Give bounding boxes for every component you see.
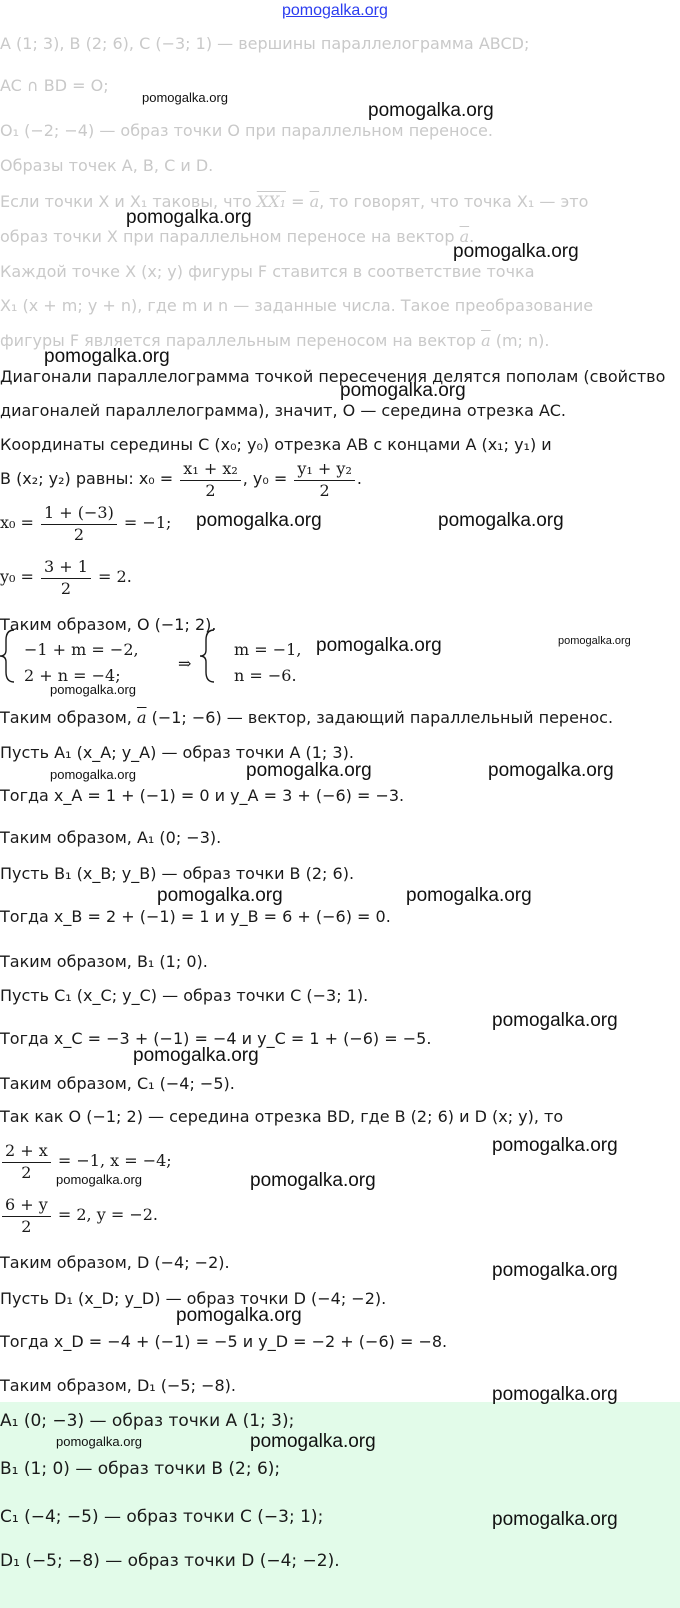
solution-line: Таким образом, O (−1; 2). [0, 615, 217, 634]
formula-text: , y₀ = [242, 469, 293, 488]
solution-line: Тогда x_B = 2 + (−1) = 1 и y_B = 6 + (−6) = 0. [0, 907, 391, 926]
solution-line: Пусть C₁ (x_C; y_C) — образ точки C (−3; 1). [0, 986, 369, 1005]
fraction: $\frac{1 + (-3)}{2}$ [41, 502, 117, 545]
answer-line: C₁ (−4; −5) — образ точки C (−3; 1); [0, 1507, 324, 1527]
condition-text: , то говорят, что точка X₁ — это [319, 192, 589, 211]
system-left-2: 2 + n = −4; [24, 666, 121, 685]
solution-line: Таким образом, C₁ (−4; −5). [0, 1074, 235, 1093]
watermark: pomogalka.org [246, 760, 372, 781]
solution-line: Таким образом, $\overline{a}$ (−1; −6) — вектор, задающий параллельный перенос. [0, 708, 614, 727]
x0-calc: x₀ = $\frac{1 + (-3)}{2}$ = −1; [0, 503, 172, 544]
watermark: pomogalka.org [488, 760, 614, 781]
fraction: $\frac{\text{x₁ + x₂}}{2}$ [180, 458, 240, 501]
solution-line: Тогда x_C = −3 + (−1) = −4 и y_C = 1 + (−6) = −5. [0, 1029, 432, 1048]
condition-text: фигуры F является параллельным переносом на вектор [0, 331, 482, 350]
watermark: pomogalka.org [492, 1509, 618, 1530]
midpoint-formula: B (x₂; y₂) равны: x₀ = $\frac{\text{x₁ + x₂}}{2}$ , y₀ = $\frac{\text{y₁ + y₂}}{2}$ . [0, 459, 362, 500]
vector-a: $\overline{a}$ [459, 227, 470, 246]
system-right-1: m = −1, [234, 640, 302, 659]
solution-line: Таким образом, D (−4; −2). [0, 1253, 230, 1272]
answer-line: A₁ (0; −3) — образ точки A (1; 3); [0, 1411, 295, 1431]
condition-line: образ точки X при параллельном переносе на вектор $\overline{a}$. [0, 227, 475, 246]
answer-line: D₁ (−5; −8) — образ точки D (−4; −2). [0, 1551, 340, 1571]
condition-line: X₁ (x + m; y + n), где m и n — заданные числа. Такое преобразование [0, 296, 594, 315]
fraction: $\frac{2 + x}{2}$ [2, 1140, 51, 1183]
condition-line: O₁ (−2; −4) — образ точки O при параллельном переносе. [0, 121, 493, 140]
watermark: pomogalka.org [406, 885, 532, 906]
watermark: pomogalka.org [492, 1010, 618, 1031]
solution-line: Координаты середины C (x₀; y₀) отрезка AB с концами A (x₁; y₁) и [0, 435, 552, 454]
watermark: pomogalka.org [44, 346, 170, 367]
condition-text: (m; n). [490, 331, 550, 350]
watermark: pomogalka.org [176, 1305, 302, 1326]
watermark: pomogalka.org [316, 635, 442, 656]
solution-line: Таким образом, B₁ (1; 0). [0, 952, 208, 971]
watermark: pomogalka.org [196, 510, 322, 531]
system-left-1: −1 + m = −2, [24, 640, 139, 659]
watermark: pomogalka.org [56, 1434, 142, 1449]
fraction: $\frac{\text{y₁ + y₂}}{2}$ [294, 458, 354, 501]
watermark: pomogalka.org [126, 207, 252, 228]
condition-line: A (1; 3), B (2; 6), C (−3; 1) — вершины параллелограмма ABCD; [0, 34, 530, 53]
implies-arrow: ⇒ [178, 654, 192, 673]
watermark: pomogalka.org [492, 1384, 618, 1405]
watermark: pomogalka.org [56, 1172, 142, 1187]
solution-line: Тогда x_D = −4 + (−1) = −5 и y_D = −2 + (−6) = −8. [0, 1332, 448, 1351]
d-y-calc: $\frac{6 + y}{2}$ = 2, y = −2. [0, 1194, 158, 1237]
solution-line: Пусть B₁ (x_B; y_B) — образ точки B (2; 6). [0, 864, 355, 883]
condition-line: Образы точек A, B, C и D. [0, 156, 214, 175]
watermark: pomogalka.org [558, 635, 631, 647]
solution-line: Пусть D₁ (x_D; y_D) — образ точки D (−4; −2). [0, 1289, 387, 1308]
condition-line [0, 191, 588, 213]
watermark: pomogalka.org [250, 1170, 376, 1191]
watermark: pomogalka.org [453, 241, 579, 262]
y0-calc: y₀ = $\frac{3 + 1}{2}$ = 2. [0, 557, 132, 598]
watermark: pomogalka.org [438, 510, 564, 531]
fraction: $\frac{3 + 1}{2}$ [41, 556, 91, 599]
formula-text: B (x₂; y₂) равны: x₀ = [0, 469, 179, 488]
condition-text: образ точки X при параллельном переносе на вектор [0, 227, 460, 246]
watermark: pomogalka.org [492, 1135, 618, 1156]
condition-text: Если точки X и X₁ таковы, что [0, 192, 257, 211]
system-right-2: n = −6. [234, 666, 297, 685]
watermark-top-link[interactable]: pomogalka.org [282, 2, 388, 19]
solution-line: Пусть A₁ (x_A; y_A) — образ точки A (1; 3). [0, 743, 354, 762]
answer-line: B₁ (1; 0) — образ точки B (2; 6); [0, 1459, 281, 1479]
condition-line: Каждой точке X (x; y) фигуры F ставится в соответствие точка [0, 262, 535, 281]
solution-line: Диагонали параллелограмма точкой пересечения делятся пополам (свойство [0, 367, 666, 386]
watermark: pomogalka.org [340, 380, 466, 401]
fraction: $\frac{6 + y}{2}$ [2, 1194, 51, 1237]
d-x-calc: $\frac{2 + x}{2}$ = −1, x = −4; [0, 1140, 172, 1183]
watermark: pomogalka.org [250, 1431, 376, 1452]
solution-line: диагоналей параллелограмма), значит, O — середина отрезка AC. [0, 401, 566, 420]
solution-line: Таким образом, A₁ (0; −3). [0, 828, 222, 847]
condition-line: AC ∩ BD = O; [0, 76, 109, 95]
vector-a: $\overline{a}$ [136, 708, 147, 727]
watermark: pomogalka.org [157, 885, 283, 906]
watermark: pomogalka.org [133, 1045, 259, 1066]
vector-a: $\overline{a}$ [309, 192, 320, 211]
equation-system [0, 626, 330, 690]
watermark: pomogalka.org [142, 90, 228, 105]
watermark: pomogalka.org [492, 1260, 618, 1281]
vector-xx1: XX₁ [256, 192, 286, 211]
watermark: pomogalka.org [50, 767, 136, 782]
watermark: pomogalka.org [50, 682, 136, 697]
vector-a: $\overline{a}$ [481, 331, 491, 350]
solution-line: Тогда x_A = 1 + (−1) = 0 и y_A = 3 + (−6) = −3. [0, 786, 405, 805]
solution-line: Таким образом, D₁ (−5; −8). [0, 1376, 236, 1395]
solution-line: Так как O (−1; 2) — середина отрезка BD, где B (2; 6) и D (x; y), то [0, 1107, 564, 1126]
watermark: pomogalka.org [368, 100, 494, 121]
condition-text: = [285, 192, 310, 211]
